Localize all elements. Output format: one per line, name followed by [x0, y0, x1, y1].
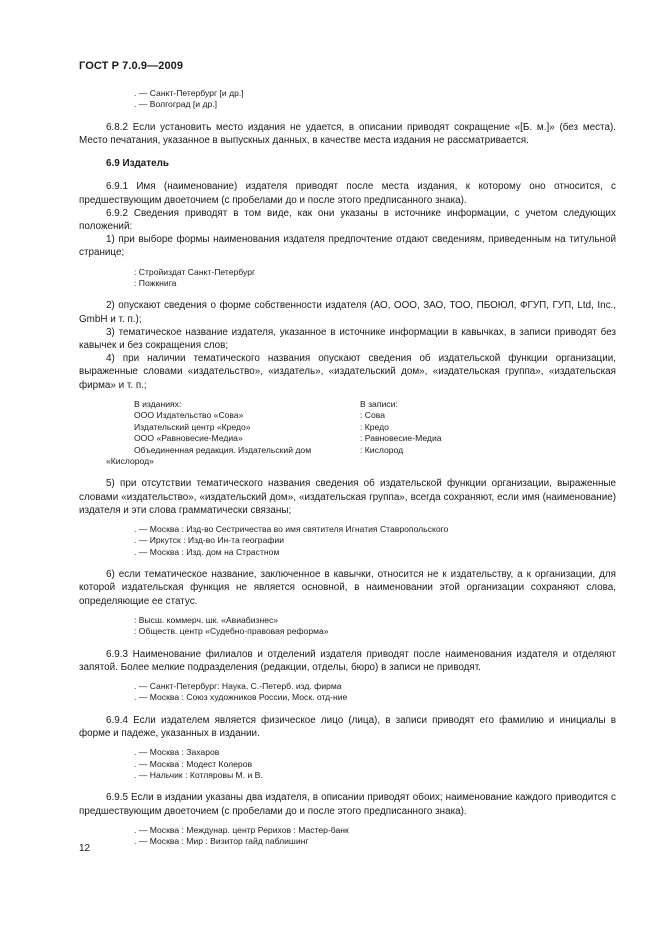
example-block [79, 747, 616, 781]
paragraph-6-8-2: 6.8.2 Если установить место издания не удается, в описании приводят сокращение «[Б. м.]» (без места). Место печатания, указанное в выпускных данных, в качестве места издания не рассматривается. [79, 121, 616, 147]
table-cell: ООО Издательство «Сова» [134, 410, 244, 421]
example-line: : Пожкнига [134, 278, 177, 289]
document-header: ГОСТ Р 7.0.9—2009 [79, 60, 184, 72]
example-line: . — Москва : Союз художников России, Моск. отд-ние [134, 692, 348, 703]
table-cell: : Кислород [360, 444, 404, 455]
example-line: . — Москва : Мир : Визитор гайд паблишинг [134, 836, 309, 847]
table-cell: : Кредо [360, 421, 389, 432]
example-line: . — Москва : Изд. дом на Страстном [134, 546, 280, 557]
example-line: : Высш. коммерч. шк. «Авиабизнес» [134, 614, 279, 625]
section-heading: 6.9 Издатель [106, 158, 169, 170]
example-block [79, 681, 616, 704]
example-line: . — Москва : Междунар. центр Рерихов : Мастер-банк [134, 824, 349, 835]
table-cell: Объединенная редакция. Издательский дом [134, 444, 312, 455]
list-item-3: 3) тематическое название издателя, указанное в источнике информации в кавычках, в записи приводят без кавычек и без сокращения слов; [79, 326, 616, 352]
example-block [79, 825, 616, 848]
paragraph-6-9-4: 6.9.4 Если издателем является физическое лицо (лица), в записи приводят его фамилию и инициалы в форме и падеже, указанных в издании. [79, 714, 616, 739]
page-number: 12 [79, 843, 91, 854]
table-row [79, 445, 616, 456]
table-cell: Издательский центр «Кредо» [134, 421, 251, 432]
table-col2-header: В записи: [360, 398, 398, 409]
example-line: . — Москва : Изд-во Сестричества во имя святителя Игнатия Ставропольского [134, 523, 449, 534]
table-tail: «Кислород» [106, 455, 154, 466]
example-block [79, 524, 616, 558]
paragraph-6-9-1: 6.9.1 Имя (наименование) издателя приводят после места издания, к которому оно относится, с предшествующим двоеточием (с пробелами до и после этого предписанного знака). [79, 181, 616, 206]
example-line: : Обществ. центр «Судебно-правовая реформа» [134, 626, 329, 637]
paragraph-6-9-2: 6.9.2 Сведения приводят в том виде, как они указаны в источнике информации, с учетом следующих положений: [79, 207, 616, 233]
table-cell: : Сова [360, 410, 386, 421]
example-block [79, 88, 616, 111]
example-line: . — Санкт-Петербург [и др.] [134, 88, 244, 98]
example-block [79, 267, 616, 290]
paragraph-6-9-3: 6.9.3 Наименование филиалов и отделений издателя приводят после наименования издателя и отделяют запятой. Более мелкие подразделения (редакции, отделы, бюро) в записи не приводят. [79, 648, 616, 673]
example-line: . — Москва : Захаров [134, 747, 220, 758]
example-line: . — Москва : Модест Колеров [134, 758, 253, 769]
table-row [79, 433, 616, 444]
table-cell: ООО «Равновесие-Медиа» [134, 433, 243, 444]
example-line: : Стройиздат Санкт-Петербург [134, 266, 256, 277]
example-line: . — Иркутск : Изд-во Ин-та географии [134, 535, 285, 546]
list-item-5: 5) при отсутствии тематического названия сведения об издательской функции организации, выраженные словами «издательство», «издательский дом», «издательская группа», всегда сохраняют, если имя (наименование) издателя и эти слова грамматически связаны; [79, 478, 616, 516]
example-line: . — Нальчик : Котляровы М. и В. [134, 770, 263, 780]
list-item-1: 1) при выборе формы наименования издателя предпочтение отдают сведениям, приведенным на титульной странице; [79, 234, 616, 259]
table-row [79, 410, 616, 421]
list-item-6: 6) если тематическое название, заключенное в кавычки, относится не к издательству, а к организации, для которой издательская функция не является основной, в наименовании этой организации сохраняют слова, определяющие ее статус. [79, 569, 616, 607]
list-item-4: 4) при наличии тематического названия опускают сведения об издательской функции организации, выраженные словами «издательство», «издатель», «издательский дом», «издательская группа», «издательская фирма» и т. п.; [79, 353, 616, 391]
table-row [79, 422, 616, 433]
table-col1-header: В изданиях: [134, 398, 182, 409]
table-header-row [79, 399, 616, 410]
example-line: . — Волгоград [и др.] [134, 99, 218, 110]
list-item-2: 2) опускают сведения о форме собственности издателя (АО, ООО, ЗАО, ТОО, ПБОЮЛ, ФГУП, ГУП, Ltd, Inc., GmbH и т. п.); [79, 300, 616, 325]
paragraph-6-9-5: 6.9.5 Если в издании указаны два издателя, в описании приводят обоих; наименование каждого приводится с предшествующим двоеточием (с пробелами до и после этого предписанного знака). [79, 792, 616, 817]
document-body [79, 88, 616, 848]
comparison-table [79, 399, 616, 467]
example-block [79, 615, 616, 638]
example-line: . — Санкт-Петербург: Наука, С.-Петерб. изд. фирма [134, 680, 342, 691]
table-cell: : Равновесие-Медиа [360, 433, 442, 444]
